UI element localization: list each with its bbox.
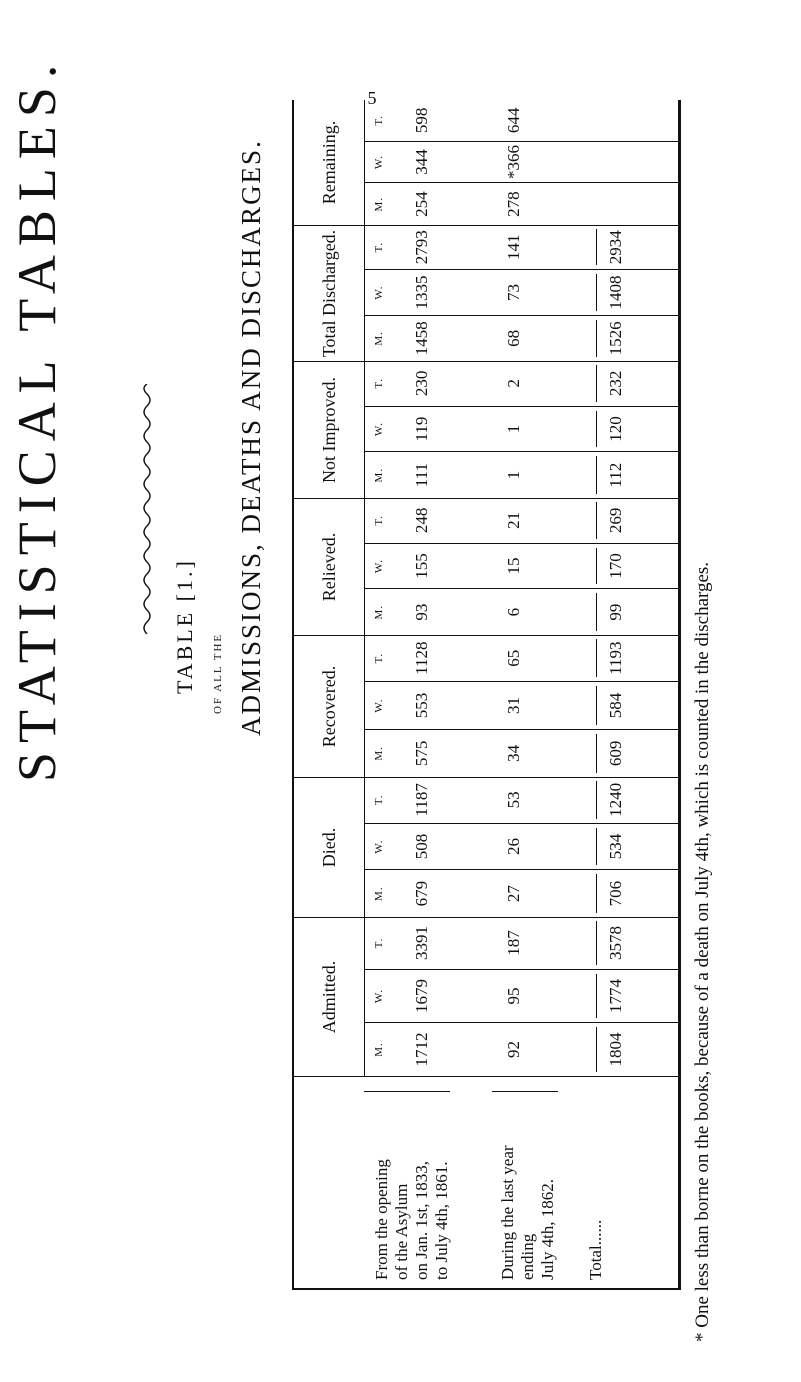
column-t (364, 361, 678, 407)
row-label-line: During the last year (498, 1145, 517, 1280)
main-title: STATISTICAL TABLES. (7, 55, 67, 782)
cell-value: 2934 (606, 230, 625, 265)
column-m (364, 1023, 678, 1076)
cell-value: 1335 (412, 275, 431, 310)
total-rule (596, 320, 597, 357)
cell-value: 1679 (412, 979, 431, 1013)
column-w (364, 407, 678, 453)
cell-value: 68 (504, 329, 523, 347)
cell-value: 269 (606, 507, 625, 534)
group-died (294, 777, 678, 917)
total-rule (596, 921, 597, 965)
cell-value: 155 (412, 553, 431, 579)
group-heading: Remaining. (319, 120, 339, 205)
cell-value: 31 (504, 697, 523, 715)
column-heading: T. (373, 652, 385, 664)
statistics-table (292, 100, 681, 1290)
cell-value: 27 (504, 885, 523, 903)
column-heading: M. (373, 196, 385, 212)
cell-value: 1240 (606, 782, 625, 817)
column-w (364, 970, 678, 1023)
column-heading: W. (373, 154, 385, 170)
group-not-improved (294, 361, 678, 498)
column-t (364, 498, 678, 544)
column-heading: M. (373, 467, 385, 483)
total-rule (596, 686, 597, 724)
cell-value: 553 (412, 692, 431, 719)
total-rule (596, 734, 597, 773)
column-heading: M. (373, 331, 385, 346)
column-heading: T. (373, 794, 385, 806)
column-t (364, 100, 678, 142)
total-rule (596, 781, 597, 819)
column-heading: T. (373, 378, 385, 389)
brace-mark (364, 1091, 450, 1098)
column-w (364, 142, 678, 184)
cell-value: 26 (504, 838, 523, 856)
total-rule (596, 828, 597, 866)
cell-value: 679 (412, 880, 431, 907)
row-labels-column (294, 1076, 678, 1288)
total-rule (596, 456, 597, 494)
group-admitted (294, 917, 678, 1076)
cell-value: 2 (504, 379, 523, 388)
column-m (364, 730, 678, 777)
column-heading: M. (373, 746, 385, 761)
cell-value: 187 (504, 930, 523, 956)
cell-value: 644 (504, 107, 523, 134)
cell-value: 1526 (606, 321, 625, 356)
total-rule (596, 593, 597, 631)
cell-value: 65 (504, 649, 523, 667)
page-number: 5 (367, 88, 377, 108)
column-t (364, 777, 678, 824)
cell-value: 230 (412, 370, 431, 397)
row-label-line: July 4th, 1862. (538, 1178, 557, 1280)
row-label-line: to July 4th, 1861. (432, 1161, 451, 1280)
column-heading: W. (373, 421, 385, 437)
column-heading: M. (373, 1042, 385, 1057)
column-heading: W. (373, 698, 385, 713)
column-m (364, 452, 678, 498)
group-heading: Total Discharged. (319, 229, 339, 358)
column-t (364, 635, 678, 682)
cell-value: 1 (504, 470, 523, 480)
column-w (364, 270, 678, 315)
cell-value: 73 (504, 284, 523, 302)
column-t (364, 917, 678, 970)
column-heading: T. (373, 241, 385, 253)
total-rule (596, 411, 597, 448)
cell-value: 34 (504, 744, 523, 762)
column-heading: W. (373, 285, 385, 300)
cell-value: 3578 (606, 926, 625, 960)
cell-value: 584 (606, 692, 625, 719)
total-rule (596, 274, 597, 310)
cell-value: 1128 (412, 641, 431, 675)
group-heading: Relieved. (319, 532, 339, 602)
cell-value: 508 (412, 833, 431, 860)
table-subtitle: ADMISSIONS, DEATHS AND DISCHARGES. (236, 139, 266, 736)
group-heading: Recovered. (319, 665, 339, 748)
cell-value: 575 (412, 740, 431, 767)
cell-value: 534 (606, 833, 625, 860)
column-heading: M. (373, 886, 385, 901)
column-m (364, 183, 678, 225)
column-heading: W. (373, 988, 385, 1004)
cell-value: 141 (504, 234, 523, 260)
group-remaining (294, 100, 678, 225)
column-m (364, 316, 678, 361)
column-heading: T. (373, 515, 385, 526)
cell-value: 95 (504, 987, 523, 1005)
cell-value: 170 (606, 553, 625, 579)
column-heading: M. (373, 604, 385, 620)
cell-value: 278 (504, 191, 523, 217)
cell-value: 1 (504, 424, 523, 434)
cell-value: 93 (412, 603, 431, 621)
column-w (364, 682, 678, 729)
row-label-line: on Jan. 1st, 1833, (412, 1161, 431, 1280)
cell-value: 120 (606, 416, 625, 442)
group-relieved (294, 498, 678, 635)
cell-value: 1774 (606, 979, 625, 1013)
group-total-discharged (294, 225, 678, 361)
cell-value: 609 (606, 740, 625, 767)
total-rule (596, 974, 597, 1018)
cell-value: 112 (606, 462, 625, 488)
column-t (364, 225, 678, 270)
row-label-line: From the opening (372, 1159, 391, 1280)
cell-value: 53 (504, 791, 523, 809)
cell-value: 254 (412, 191, 431, 217)
total-rule (596, 548, 597, 585)
of-all-the: OF ALL THE (212, 632, 224, 714)
cell-value: 119 (412, 416, 431, 442)
group-heading: Admitted. (319, 960, 339, 1034)
column-heading: W. (373, 558, 385, 574)
brace-mark (492, 1091, 558, 1098)
footnote: * One less than borne on the books, because of a death on July 4th, which is counted in the discharges. (692, 561, 713, 1342)
cell-value: 232 (606, 370, 625, 397)
cell-value: 1804 (606, 1032, 625, 1067)
row-label-line: ending (518, 1233, 537, 1280)
total-rule (596, 229, 597, 265)
cell-value: 15 (504, 557, 523, 575)
cell-value: 21 (504, 511, 523, 529)
total-rule (596, 1027, 597, 1072)
group-heading: Died. (319, 827, 339, 868)
cell-value: 111 (412, 463, 431, 488)
total-rule (596, 365, 597, 402)
cell-value: 92 (504, 1041, 523, 1058)
group-recovered (294, 635, 678, 777)
column-heading: W. (373, 839, 385, 854)
cell-value: 706 (606, 880, 625, 907)
column-heading: T. (373, 115, 385, 126)
wavy-rule (140, 384, 154, 634)
group-heading: Not Improved. (319, 377, 339, 483)
cell-value: 344 (412, 149, 431, 175)
row-label-line: of the Asylum (392, 1183, 411, 1280)
cell-value: 248 (412, 507, 431, 534)
cell-value: 6 (504, 607, 523, 617)
cell-value: 99 (606, 603, 625, 621)
cell-value: *366 (504, 145, 523, 180)
column-w (364, 824, 678, 871)
column-w (364, 544, 678, 590)
cell-value: 598 (412, 107, 431, 134)
cell-value: 1458 (412, 321, 431, 356)
cell-value: 1187 (412, 783, 431, 817)
cell-value: 1712 (412, 1032, 431, 1067)
total-rule (596, 502, 597, 539)
column-m (364, 589, 678, 635)
cell-value: 3391 (412, 926, 431, 960)
total-rule (596, 639, 597, 677)
column-heading: T. (373, 937, 385, 949)
cell-value: 1193 (606, 641, 625, 675)
cell-value: 2793 (412, 230, 431, 265)
cell-value: 1408 (606, 275, 625, 310)
column-m (364, 870, 678, 917)
table-number: TABLE [1.] (172, 558, 197, 694)
total-rule (596, 874, 597, 913)
row-label-line: Total...... (586, 1219, 605, 1280)
